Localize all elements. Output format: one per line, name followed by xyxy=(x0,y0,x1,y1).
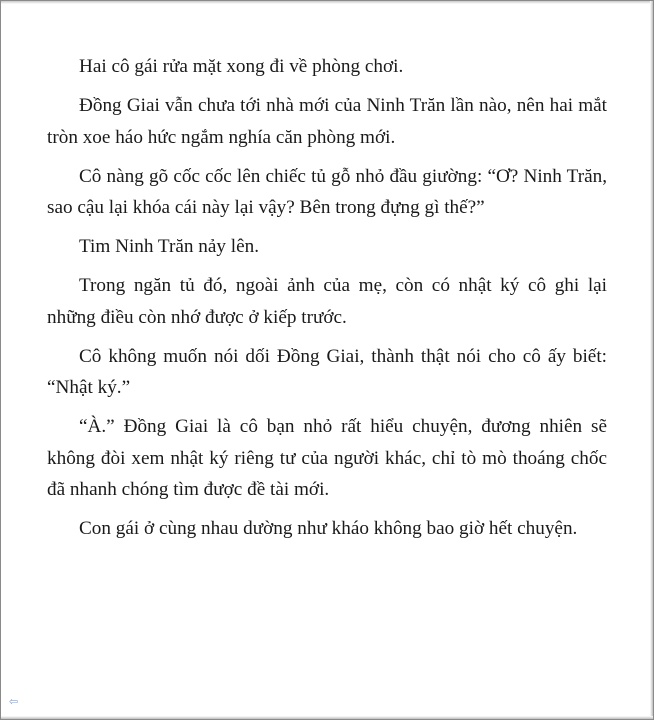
right-edge xyxy=(650,1,653,719)
paragraph-6: Cô không muốn nói dối Đồng Giai, thành thật nói cho cô ấy biết: “Nhật ký.” xyxy=(47,345,607,398)
return-arrow-icon: ⇦ xyxy=(9,695,19,708)
paragraph-4: Tim Ninh Trăn nảy lên. xyxy=(79,236,260,257)
paragraph-7: “À.” Đồng Giai là cô bạn nhỏ rất hiểu chuyện, đương nhiên sẽ không đòi xem nhật ký riêng tư của người khác, chỉ tò mò thoáng chốc đã nhanh chóng tìm được đề tài mới. xyxy=(47,416,607,500)
paragraph-8: Con gái ở cùng nhau dường như kháo không bao giờ hết chuyện. xyxy=(79,518,578,539)
document-page xyxy=(47,51,607,552)
paragraph-2: Đồng Giai vẫn chưa tới nhà mới của Ninh Trăn lần nào, nên hai mắt tròn xoe háo hức ngắm nghía căn phòng mới. xyxy=(47,95,607,148)
paragraph-5: Trong ngăn tủ đó, ngoài ảnh của mẹ, còn có nhật ký cô ghi lại những điều còn nhớ được ở kiếp trước. xyxy=(47,275,607,328)
bottom-edge xyxy=(1,716,653,719)
paragraph-3: Cô nàng gõ cốc cốc lên chiếc tủ gỗ nhỏ đầu giường: “Ơ? Ninh Trăn, sao cậu lại khóa cái này lại vậy? Bên trong đựng gì thế?” xyxy=(47,165,607,218)
top-edge xyxy=(1,1,653,4)
paragraph-1: Hai cô gái rửa mặt xong đi về phòng chơi. xyxy=(79,56,404,77)
